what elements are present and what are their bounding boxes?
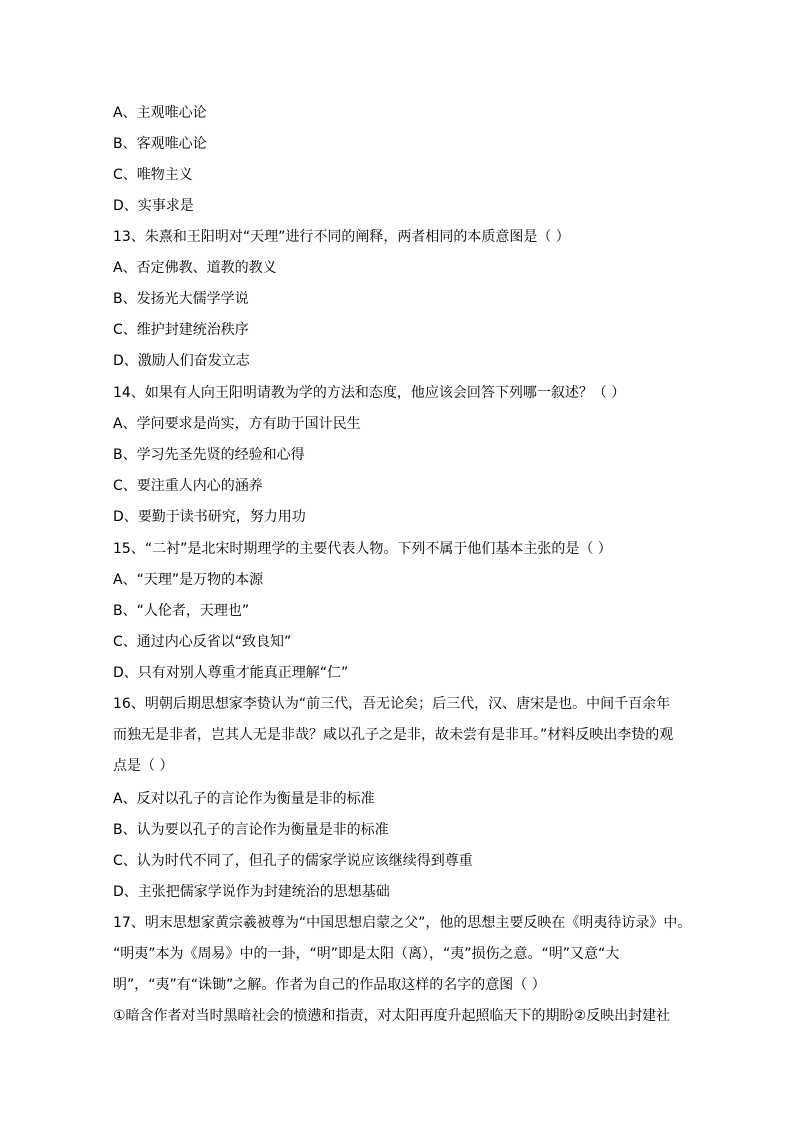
q13-option-d: D、激励人们奋发立志 [113,353,250,369]
q16-option-a: A、反对以孔子的言论作为衡量是非的标准 [113,791,375,807]
q16-stem-line-1: 16、明朝后期思想家李贽认为“前三代，吾无论矣；后三代，汉、唐宋是也。中间千百余年 [113,696,671,712]
q13-option-a: A、否定佛教、道教的教义 [113,260,277,276]
q14-option-b: B、学习先圣先贤的经验和心得 [113,447,305,463]
q15-option-d: D、只有对别人尊重才能真正理解“仁” [113,665,349,681]
q14-option-d: D、要勤于读书研究，努力用功 [113,509,306,525]
q16-option-d: D、主张把儒家学说作为封建统治的思想基础 [113,884,390,900]
q16-stem-line-3: 点是（ ） [113,758,174,774]
q13-option-b: B、发扬光大儒学学说 [113,291,249,307]
q12-option-d: D、实事求是 [113,198,194,214]
q14-stem: 14、如果有人向王阳明请教为学的方法和态度，他应该会回答下列哪一叙述？（ ） [113,385,626,401]
q15-option-c: C、通过内心反省以“致良知” [113,634,292,650]
q12-option-c: C、唯物主义 [113,167,193,183]
q16-option-c: C、认为时代不同了，但孔子的儒家学说应该继续得到尊重 [113,853,473,869]
q17-stem-line-3: 明”，“夷”有“诛锄”之解。作者为自己的作品取这样的名字的意图（ ） [113,977,546,993]
q14-option-c: C、要注重人内心的涵养 [113,478,263,494]
q15-option-b: B、“人伦者，天理也” [113,603,250,619]
q17-stem-line-1: 17、明末思想家黄宗羲被尊为“中国思想启蒙之父”，他的思想主要反映在《明夷待访录》中。 [113,915,692,931]
q12-option-b: B、客观唯心论 [113,136,207,152]
q13-stem: 13、朱熹和王阳明对“天理”进行不同的阐释，两者相同的本质意图是（ ） [113,229,570,245]
q12-option-a: A、主观唯心论 [113,105,207,121]
q17-stem-line-2: “明夷”本为《周易》中的一卦，“明”即是太阳（离），“夷”损伤之意。“明”又意“大 [113,946,620,962]
q13-option-c: C、维护封建统治秩序 [113,322,249,338]
q16-option-b: B、认为要以孔子的言论作为衡量是非的标准 [113,822,389,838]
q15-stem: 15、“二衬”是北宋时期理学的主要代表人物。下列不属于他们基本主张的是（ ） [113,541,612,557]
q14-option-a: A、学问要求是尚实，方有助于国计民生 [113,416,361,432]
q15-option-a: A、“天理”是万物的本源 [113,572,264,588]
q16-stem-line-2: 而独无是非者，岂其人无是非哉？咸以孔子之是非，故未尝有是非耳。”材料反映出李贽的观 [113,727,674,743]
q17-stem-line-4: ①暗含作者对当时黑暗社会的愤懑和指责，对太阳再度升起照临天下的期盼②反映出封建社 [113,1008,671,1024]
